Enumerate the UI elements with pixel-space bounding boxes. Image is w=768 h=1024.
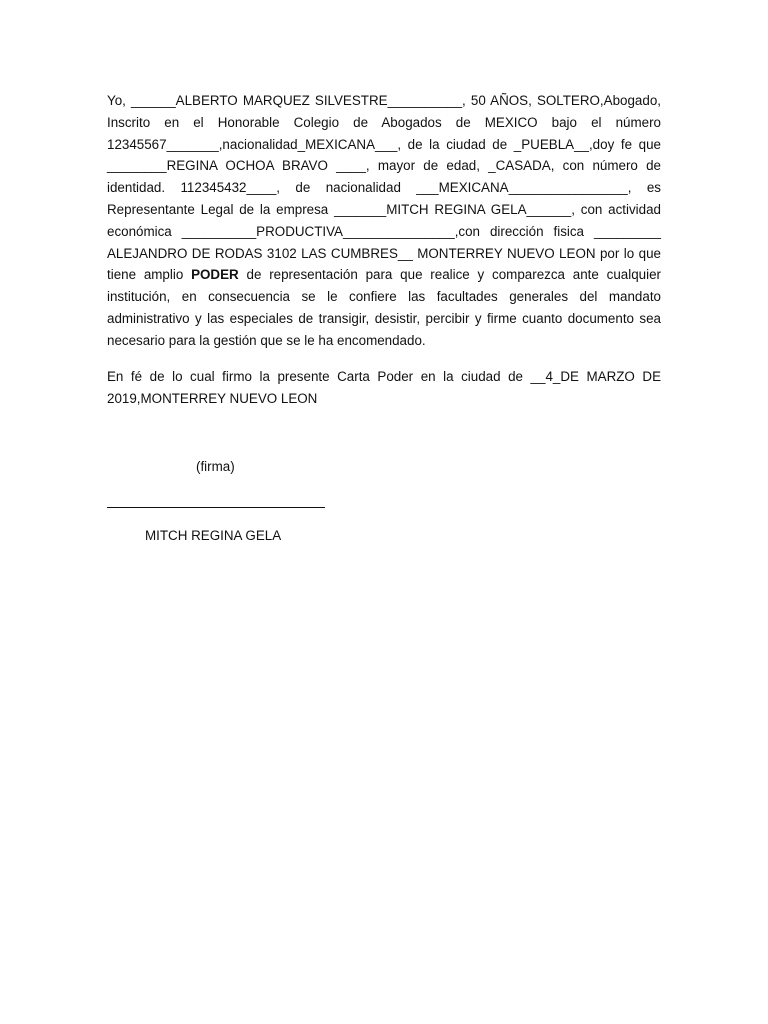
attestation-paragraph: En fé de lo cual firmo la presente Carta Poder en la ciudad de __4_DE MARZO DE 2019,MONTERREY NUEVO LEON <box>107 369 661 406</box>
paragraph-text-start: Yo, ______ALBERTO MARQUEZ SILVESTRE__________, 50 AÑOS, SOLTERO,Abogado, Inscrito en el Honorable Colegio de Abogados de MEXICO bajo el número 12345567_______,nacionalidad_MEXICANA___, de la ciudad de _PUEBLA__,doy fe que ________REGINA OCHOA BRAVO ____, mayor de edad, _CASADA, con número de identidad. 112345432____, de nacionalidad ___MEXICANA________________, es Representante Legal de la empresa _______MITCH REGINA GELA______, con actividad económica __________PRODUCTIVA_______________,con dirección fisica _________ ALEJANDRO DE RODAS 3102 LAS CUMBRES__ MONTERREY NUEVO LEON por lo que tiene amplio <box>107 93 661 283</box>
poder-bold-word: PODER <box>191 267 239 283</box>
power-of-attorney-paragraph <box>107 90 661 352</box>
signer-name: MITCH REGINA GELA <box>145 528 282 543</box>
signature-label: (firma) <box>196 459 235 474</box>
signature-line <box>107 507 325 508</box>
paragraph-text-end: de representación para que realice y comparezca ante cualquier institución, en consecuencia se le confiere las facultades generales del mandato administrativo y las especiales de transigir, desistir, percibir y firme cuanto documento sea necesario para la gestión que se le ha encomendado. <box>107 267 661 348</box>
